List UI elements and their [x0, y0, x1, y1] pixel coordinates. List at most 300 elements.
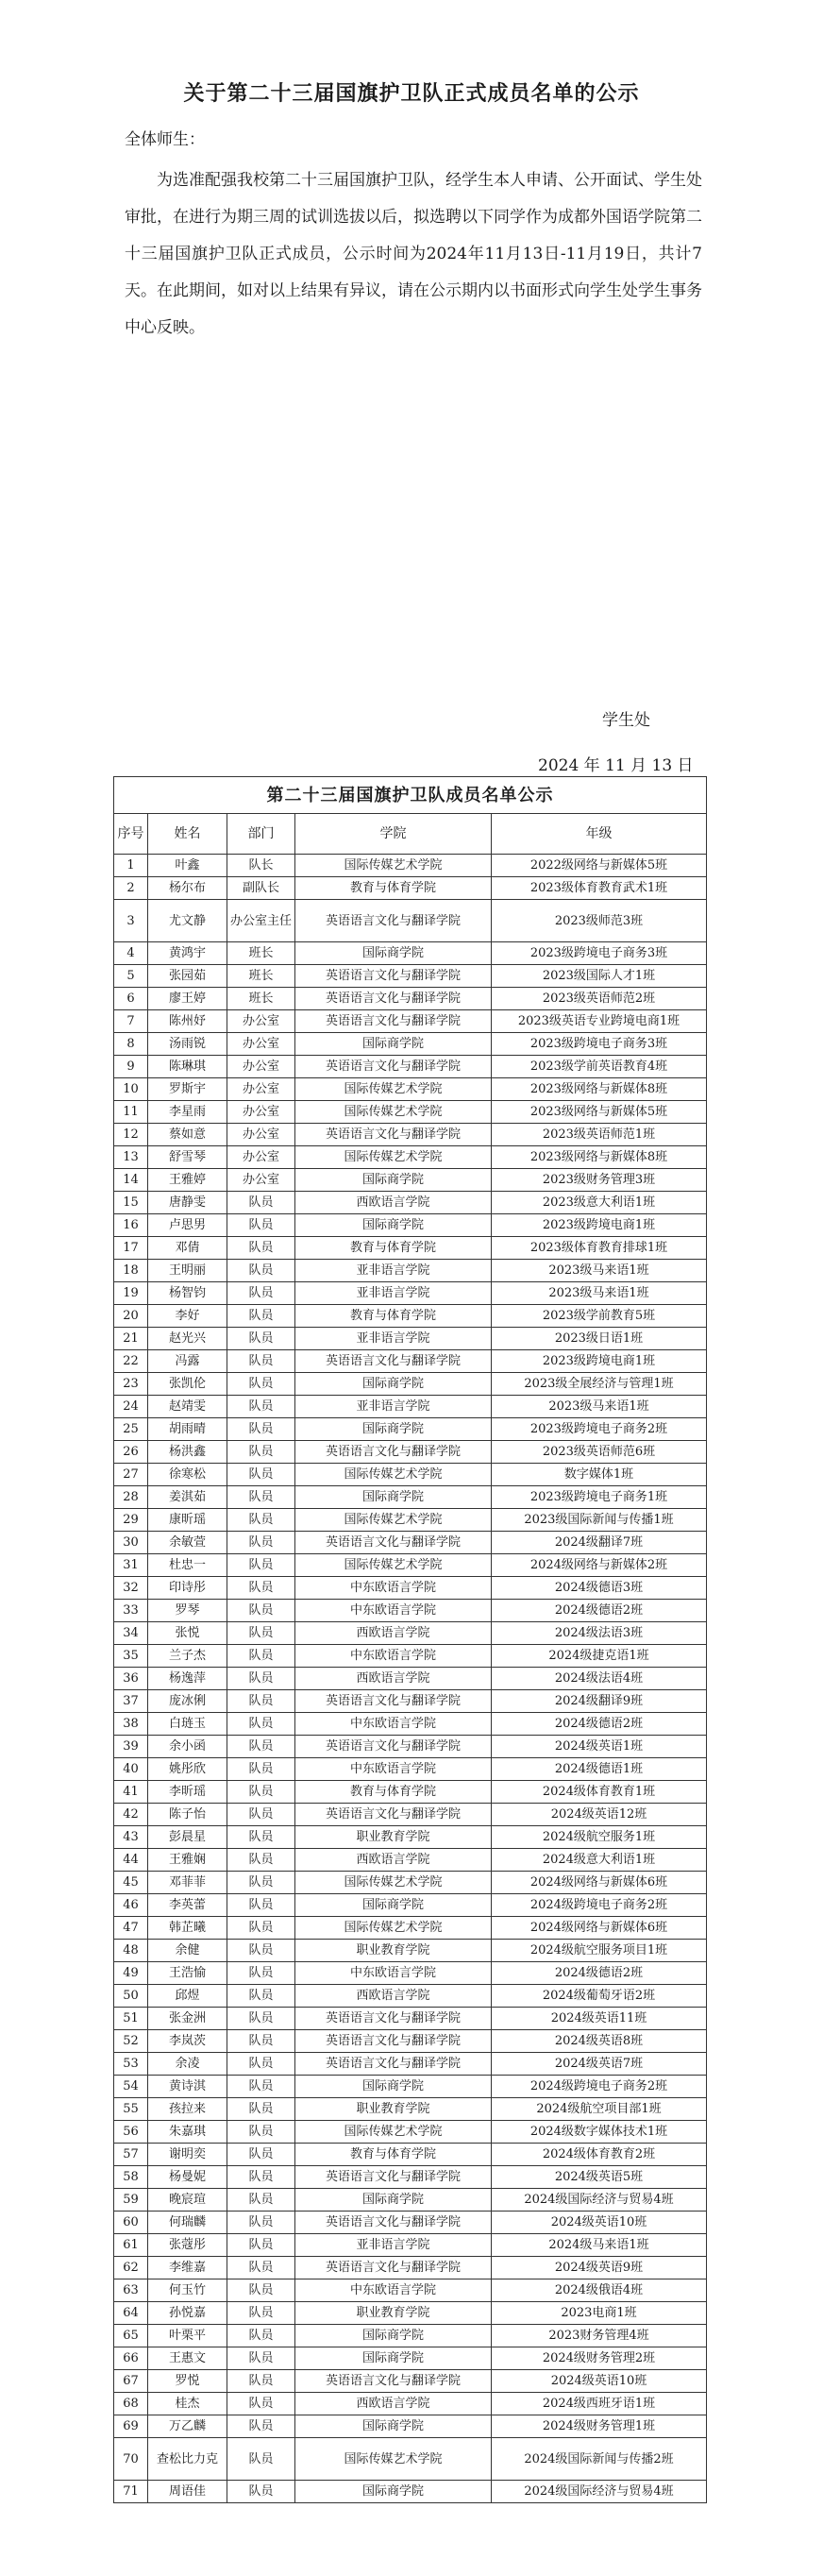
member-name: 黄鸿宇: [148, 942, 227, 965]
row-index: 38: [114, 1713, 148, 1736]
row-index: 46: [114, 1894, 148, 1917]
row-index: 35: [114, 1645, 148, 1668]
row-index: 25: [114, 1418, 148, 1441]
member-department: 队员: [227, 2234, 295, 2257]
member-department: 队员: [227, 1600, 295, 1622]
member-school: 国际传媒艺术学院: [295, 2438, 492, 2481]
member-grade: 2023级马来语1班: [492, 1260, 707, 1282]
member-grade: 2024级马来语1班: [492, 2234, 707, 2257]
member-department: 队员: [227, 1917, 295, 1940]
member-name: 舒雪琴: [148, 1146, 227, 1169]
member-name: 万乙麟: [148, 2415, 227, 2438]
table-row: [114, 965, 707, 988]
member-name: 李好: [148, 1305, 227, 1328]
member-department: 队员: [227, 1849, 295, 1872]
member-grade: 2024级网络与新媒体2班: [492, 1554, 707, 1577]
table-row: [114, 2212, 707, 2234]
table-row: [114, 2234, 707, 2257]
member-department: 队员: [227, 2212, 295, 2234]
member-department: 队员: [227, 2370, 295, 2393]
member-school: 国际商学院: [295, 1033, 492, 1056]
member-school: 教育与体育学院: [295, 2144, 492, 2166]
member-school: 英语语言文化与翻译学院: [295, 2053, 492, 2076]
member-school: 亚非语言学院: [295, 1328, 492, 1350]
member-name: 余健: [148, 1940, 227, 1962]
row-index: 51: [114, 2008, 148, 2030]
member-grade: 2024级跨境电子商务2班: [492, 1894, 707, 1917]
table-row: [114, 2302, 707, 2325]
member-grade: 2023级国际人才1班: [492, 965, 707, 988]
member-grade: 2023财务管理4班: [492, 2325, 707, 2347]
member-department: 队员: [227, 2166, 295, 2189]
member-name: 桂杰: [148, 2393, 227, 2415]
member-school: 中东欧语言学院: [295, 1713, 492, 1736]
table-row: [114, 1350, 707, 1373]
row-index: 30: [114, 1532, 148, 1554]
table-title: 第二十三届国旗护卫队成员名单公示: [114, 777, 707, 814]
table-row: [114, 1101, 707, 1124]
member-school: 教育与体育学院: [295, 877, 492, 900]
member-school: 国际传媒艺术学院: [295, 1872, 492, 1894]
member-department: 队员: [227, 1781, 295, 1804]
member-school: 中东欧语言学院: [295, 1758, 492, 1781]
member-name: 罗悦: [148, 2370, 227, 2393]
member-name: 孙悦嘉: [148, 2302, 227, 2325]
member-name: 罗斯宇: [148, 1078, 227, 1101]
member-school: 英语语言文化与翻译学院: [295, 1690, 492, 1713]
member-department: 办公室: [227, 1124, 295, 1146]
member-grade: 2023级英语师范1班: [492, 1124, 707, 1146]
member-grade: 2024级法语4班: [492, 1668, 707, 1690]
member-school: 国际传媒艺术学院: [295, 1078, 492, 1101]
member-grade: 2024级英语11班: [492, 2008, 707, 2030]
table-row: [114, 1532, 707, 1554]
table-row: [114, 988, 707, 1010]
member-grade: 2023级英语专业跨境电商1班: [492, 1010, 707, 1033]
table-row: [114, 1328, 707, 1350]
table-row: [114, 2279, 707, 2302]
member-name: 陈琳琪: [148, 1056, 227, 1078]
member-department: 队员: [227, 1645, 295, 1668]
table-row: [114, 1758, 707, 1781]
header-name: 姓名: [148, 814, 227, 855]
member-name: 杨智钧: [148, 1282, 227, 1305]
member-school: 中东欧语言学院: [295, 1577, 492, 1600]
member-school: 西欧语言学院: [295, 1668, 492, 1690]
row-index: 57: [114, 2144, 148, 2166]
member-school: 国际商学院: [295, 1894, 492, 1917]
member-grade: 2024级财务管理1班: [492, 2415, 707, 2438]
member-department: 办公室: [227, 1078, 295, 1101]
table-row: [114, 1464, 707, 1486]
member-grade: 2023级跨境电商1班: [492, 1214, 707, 1237]
member-name: 张凯伦: [148, 1373, 227, 1396]
member-department: 队员: [227, 1962, 295, 1985]
member-department: 队员: [227, 1622, 295, 1645]
member-grade: 2024级德语1班: [492, 1758, 707, 1781]
table-row: [114, 2008, 707, 2030]
table-row: [114, 1940, 707, 1962]
member-school: 职业教育学院: [295, 2302, 492, 2325]
row-index: 56: [114, 2121, 148, 2144]
row-index: 59: [114, 2189, 148, 2212]
table-row: [114, 1645, 707, 1668]
member-grade: 2023级体育教育排球1班: [492, 1237, 707, 1260]
member-name: 杨逸萍: [148, 1668, 227, 1690]
member-department: 队员: [227, 1441, 295, 1464]
row-index: 3: [114, 900, 148, 942]
row-index: 29: [114, 1509, 148, 1532]
member-grade: 2024级国际经济与贸易4班: [492, 2481, 707, 2503]
member-department: 队员: [227, 2438, 295, 2481]
member-department: 队员: [227, 2098, 295, 2121]
table-row: [114, 1441, 707, 1464]
member-school: 英语语言文化与翻译学院: [295, 1532, 492, 1554]
member-school: 国际商学院: [295, 942, 492, 965]
row-index: 15: [114, 1192, 148, 1214]
member-school: 英语语言文化与翻译学院: [295, 1736, 492, 1758]
member-department: 队员: [227, 1985, 295, 2008]
member-department: 队员: [227, 1894, 295, 1917]
member-department: 队员: [227, 1940, 295, 1962]
member-grade: 2024级航空服务项目1班: [492, 1940, 707, 1962]
member-name: 彭晨星: [148, 1826, 227, 1849]
member-school: 国际传媒艺术学院: [295, 1554, 492, 1577]
member-grade: 2023级日语1班: [492, 1328, 707, 1350]
member-school: 国际商学院: [295, 1373, 492, 1396]
member-grade: 2024级德语2班: [492, 1713, 707, 1736]
row-index: 11: [114, 1101, 148, 1124]
member-department: 队员: [227, 2144, 295, 2166]
table-row: [114, 1668, 707, 1690]
member-department: 队员: [227, 1418, 295, 1441]
member-school: 国际传媒艺术学院: [295, 1509, 492, 1532]
member-department: 副队长: [227, 877, 295, 900]
member-school: 职业教育学院: [295, 2098, 492, 2121]
row-index: 41: [114, 1781, 148, 1804]
member-department: 队员: [227, 2347, 295, 2370]
member-department: 队员: [227, 2053, 295, 2076]
table-row: [114, 2076, 707, 2098]
table-row: [114, 1146, 707, 1169]
row-index: 36: [114, 1668, 148, 1690]
member-grade: 2024级俄语4班: [492, 2279, 707, 2302]
member-name: 张蔻彤: [148, 2234, 227, 2257]
row-index: 64: [114, 2302, 148, 2325]
member-grade: 2024级网络与新媒体6班: [492, 1917, 707, 1940]
member-school: 国际商学院: [295, 2481, 492, 2503]
member-school: 西欧语言学院: [295, 1192, 492, 1214]
table-row: [114, 2481, 707, 2503]
row-index: 6: [114, 988, 148, 1010]
row-index: 54: [114, 2076, 148, 2098]
table-row: [114, 1056, 707, 1078]
table-row: [114, 1894, 707, 1917]
row-index: 39: [114, 1736, 148, 1758]
member-name: 李星雨: [148, 1101, 227, 1124]
member-name: 周语佳: [148, 2481, 227, 2503]
member-grade: 2024级财务管理2班: [492, 2347, 707, 2370]
member-grade: 2024级德语2班: [492, 1962, 707, 1985]
member-department: 班长: [227, 942, 295, 965]
row-index: 14: [114, 1169, 148, 1192]
member-grade: 2023级英语师范6班: [492, 1441, 707, 1464]
row-index: 19: [114, 1282, 148, 1305]
row-index: 13: [114, 1146, 148, 1169]
table-row: [114, 1826, 707, 1849]
member-school: 国际传媒艺术学院: [295, 855, 492, 877]
member-school: 亚非语言学院: [295, 1396, 492, 1418]
row-index: 52: [114, 2030, 148, 2053]
member-grade: 2024级航空服务1班: [492, 1826, 707, 1849]
row-index: 71: [114, 2481, 148, 2503]
table-row: [114, 1690, 707, 1713]
table-row: [114, 2098, 707, 2121]
member-department: 队员: [227, 1464, 295, 1486]
row-index: 16: [114, 1214, 148, 1237]
member-school: 亚非语言学院: [295, 2234, 492, 2257]
member-school: 国际商学院: [295, 2076, 492, 2098]
member-school: 国际传媒艺术学院: [295, 1464, 492, 1486]
member-name: 罗琴: [148, 1600, 227, 1622]
member-grade: 2024级德语3班: [492, 1577, 707, 1600]
member-name: 叶栗平: [148, 2325, 227, 2347]
row-index: 45: [114, 1872, 148, 1894]
member-grade: 2023级网络与新媒体5班: [492, 1101, 707, 1124]
member-school: 英语语言文化与翻译学院: [295, 1804, 492, 1826]
row-index: 5: [114, 965, 148, 988]
table-row: [114, 1214, 707, 1237]
member-grade: 2023级英语师范2班: [492, 988, 707, 1010]
member-grade: 2023级网络与新媒体8班: [492, 1078, 707, 1101]
row-index: 61: [114, 2234, 148, 2257]
member-grade: 2024级英语10班: [492, 2212, 707, 2234]
row-index: 63: [114, 2279, 148, 2302]
member-school: 教育与体育学院: [295, 1781, 492, 1804]
row-index: 4: [114, 942, 148, 965]
table-row: [114, 2257, 707, 2279]
member-name: 陈子怡: [148, 1804, 227, 1826]
member-grade: 2024级翻译7班: [492, 1532, 707, 1554]
table-row: [114, 1305, 707, 1328]
row-index: 43: [114, 1826, 148, 1849]
table-row: [114, 1509, 707, 1532]
member-name: 蔡如意: [148, 1124, 227, 1146]
member-name: 白琏玉: [148, 1713, 227, 1736]
member-department: 队员: [227, 2121, 295, 2144]
member-school: 国际商学院: [295, 2415, 492, 2438]
member-school: 西欧语言学院: [295, 1622, 492, 1645]
row-index: 49: [114, 1962, 148, 1985]
member-name: 邓菲菲: [148, 1872, 227, 1894]
member-name: 汤雨锐: [148, 1033, 227, 1056]
member-department: 队员: [227, 1328, 295, 1350]
member-department: 办公室: [227, 1169, 295, 1192]
signature-date: 2024 年 11 月 13 日: [538, 756, 694, 775]
member-name: 杨尔布: [148, 877, 227, 900]
table-row: [114, 1282, 707, 1305]
table-row: [114, 2370, 707, 2393]
member-name: 姚彤欣: [148, 1758, 227, 1781]
member-department: 队员: [227, 2030, 295, 2053]
member-school: 国际商学院: [295, 1486, 492, 1509]
member-grade: 2023级跨境电子商务3班: [492, 942, 707, 965]
member-grade: 2023级马来语1班: [492, 1282, 707, 1305]
row-index: 40: [114, 1758, 148, 1781]
member-grade: 2023级国际新闻与传播1班: [492, 1509, 707, 1532]
member-school: 亚非语言学院: [295, 1282, 492, 1305]
member-grade: 2024级跨境电子商务2班: [492, 2076, 707, 2098]
member-name: 王雅娴: [148, 1849, 227, 1872]
table-row: [114, 1713, 707, 1736]
member-grade: 2024级国际新闻与传播2班: [492, 2438, 707, 2481]
member-school: 英语语言文化与翻译学院: [295, 2166, 492, 2189]
table-row: [114, 942, 707, 965]
member-department: 队员: [227, 1577, 295, 1600]
table-row: [114, 1486, 707, 1509]
member-grade: 2023级财务管理3班: [492, 1169, 707, 1192]
member-name: 晚宸瑄: [148, 2189, 227, 2212]
member-department: 队员: [227, 1192, 295, 1214]
member-department: 队员: [227, 1872, 295, 1894]
member-grade: 2023级跨境电子商务2班: [492, 1418, 707, 1441]
table-row: [114, 1804, 707, 1826]
row-index: 27: [114, 1464, 148, 1486]
member-school: 国际传媒艺术学院: [295, 1146, 492, 1169]
member-grade: 数字媒体1班: [492, 1464, 707, 1486]
member-grade: 2024级英语5班: [492, 2166, 707, 2189]
row-index: 34: [114, 1622, 148, 1645]
row-index: 32: [114, 1577, 148, 1600]
member-name: 赵靖雯: [148, 1396, 227, 1418]
member-school: 中东欧语言学院: [295, 1600, 492, 1622]
member-department: 队员: [227, 1305, 295, 1328]
row-index: 37: [114, 1690, 148, 1713]
member-department: 队员: [227, 2325, 295, 2347]
member-name: 黄诗淇: [148, 2076, 227, 2098]
member-department: 队员: [227, 2302, 295, 2325]
row-index: 65: [114, 2325, 148, 2347]
member-name: 谢明奕: [148, 2144, 227, 2166]
member-grade: 2024级德语2班: [492, 1600, 707, 1622]
member-school: 英语语言文化与翻译学院: [295, 988, 492, 1010]
member-department: 队员: [227, 1350, 295, 1373]
member-department: 办公室: [227, 1146, 295, 1169]
row-index: 18: [114, 1260, 148, 1282]
member-name: 张金洲: [148, 2008, 227, 2030]
member-grade: 2023级学前教育5班: [492, 1305, 707, 1328]
row-index: 17: [114, 1237, 148, 1260]
row-index: 44: [114, 1849, 148, 1872]
member-name: 李岚茨: [148, 2030, 227, 2053]
member-grade: 2024级体育教育1班: [492, 1781, 707, 1804]
member-name: 杨洪鑫: [148, 1441, 227, 1464]
member-school: 国际商学院: [295, 2189, 492, 2212]
table-row: [114, 1736, 707, 1758]
member-table-wrapper: [113, 776, 706, 2503]
member-name: 胡雨晴: [148, 1418, 227, 1441]
member-grade: 2024级数字媒体技术1班: [492, 2121, 707, 2144]
member-name: 姜淇茹: [148, 1486, 227, 1509]
notice-title: 关于第二十三届国旗护卫队正式成员名单的公示: [183, 81, 640, 106]
member-school: 英语语言文化与翻译学院: [295, 1350, 492, 1373]
table-row: [114, 900, 707, 942]
member-department: 队员: [227, 2076, 295, 2098]
row-index: 12: [114, 1124, 148, 1146]
member-grade: 2024级捷克语1班: [492, 1645, 707, 1668]
member-name: 庞冰俐: [148, 1690, 227, 1713]
member-name: 朱嘉琪: [148, 2121, 227, 2144]
member-grade: 2024级体育教育2班: [492, 2144, 707, 2166]
member-school: 英语语言文化与翻译学院: [295, 2212, 492, 2234]
member-name: 孩拉来: [148, 2098, 227, 2121]
member-name: 邓倩: [148, 1237, 227, 1260]
table-row: [114, 2144, 707, 2166]
member-department: 队员: [227, 2481, 295, 2503]
member-grade: 2022级网络与新媒体5班: [492, 855, 707, 877]
member-school: 职业教育学院: [295, 1940, 492, 1962]
member-department: 队员: [227, 2393, 295, 2415]
member-name: 何瑞麟: [148, 2212, 227, 2234]
member-school: 国际商学院: [295, 1214, 492, 1237]
member-department: 队员: [227, 1690, 295, 1713]
row-index: 48: [114, 1940, 148, 1962]
row-index: 53: [114, 2053, 148, 2076]
member-name: 李维嘉: [148, 2257, 227, 2279]
member-name: 赵光兴: [148, 1328, 227, 1350]
member-grade: 2024级葡萄牙语2班: [492, 1985, 707, 2008]
member-grade: 2023级意大利语1班: [492, 1192, 707, 1214]
member-school: 国际传媒艺术学院: [295, 1101, 492, 1124]
member-grade: 2023级马来语1班: [492, 1396, 707, 1418]
row-index: 42: [114, 1804, 148, 1826]
notice-salutation: 全体师生：: [125, 130, 205, 149]
member-school: 英语语言文化与翻译学院: [295, 1056, 492, 1078]
header-grade: 年级: [492, 814, 707, 855]
member-grade: 2023级跨境电商1班: [492, 1350, 707, 1373]
table-row: [114, 1985, 707, 2008]
table-row: [114, 1917, 707, 1940]
member-school: 教育与体育学院: [295, 1237, 492, 1260]
member-name: 卢思男: [148, 1214, 227, 1237]
member-department: 队员: [227, 2189, 295, 2212]
table-row: [114, 1577, 707, 1600]
member-name: 张悦: [148, 1622, 227, 1645]
member-department: 队员: [227, 1668, 295, 1690]
row-index: 1: [114, 855, 148, 877]
member-name: 廖王婷: [148, 988, 227, 1010]
member-department: 队员: [227, 1713, 295, 1736]
member-department: 队员: [227, 2257, 295, 2279]
member-department: 队员: [227, 1509, 295, 1532]
table-row: [114, 1010, 707, 1033]
table-row: [114, 2121, 707, 2144]
row-index: 22: [114, 1350, 148, 1373]
member-name: 余敏萱: [148, 1532, 227, 1554]
notice-body: 为选准配强我校第二十三届国旗护卫队，经学生本人申请、公开面试、学生处审批，在进行为期三周的试训选拔以后，拟选聘以下同学作为成都外国语学院第二十三届国旗护卫队正式成员，公示时间为2024年11月13日-11月19日，共计7天。在此期间，如对以上结果有异议，请在公示期内以书面形式向学生处学生事务中心反映。: [125, 171, 702, 337]
row-index: 68: [114, 2393, 148, 2415]
member-department: 办公室: [227, 1010, 295, 1033]
member-school: 国际商学院: [295, 1418, 492, 1441]
member-school: 英语语言文化与翻译学院: [295, 2370, 492, 2393]
member-department: 办公室主任: [227, 900, 295, 942]
table-row: [114, 1600, 707, 1622]
row-index: 31: [114, 1554, 148, 1577]
member-school: 国际传媒艺术学院: [295, 2121, 492, 2144]
member-name: 陈州妤: [148, 1010, 227, 1033]
member-department: 队员: [227, 1396, 295, 1418]
row-index: 62: [114, 2257, 148, 2279]
